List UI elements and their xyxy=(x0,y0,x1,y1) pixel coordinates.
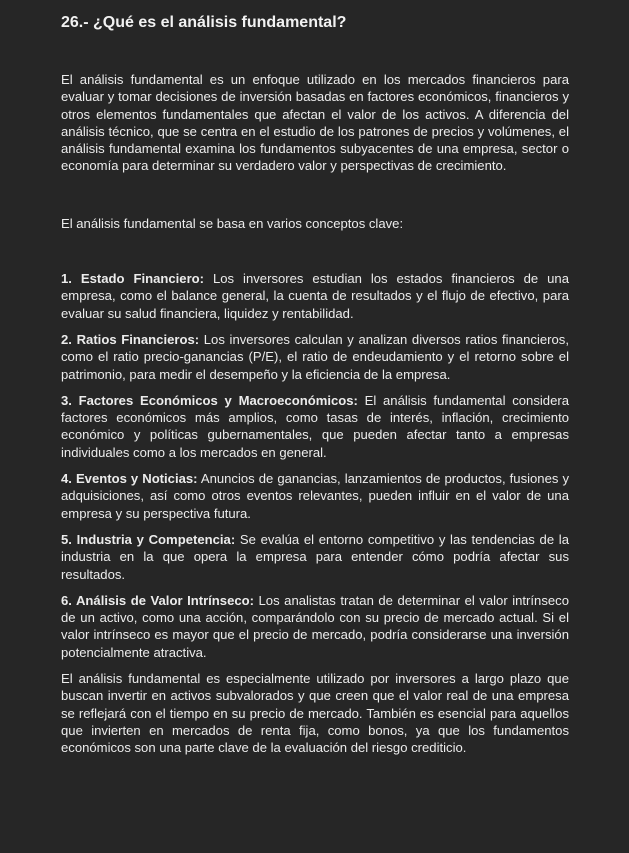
concept-text: Los analistas tratan de determinar el valor intrínseco de un activo, como una acción, comparándolo con su precio de mercado actual. Si el valor intrínseco es mayor que el precio de mercado, podría considerarse una inversión potencialmente atractiva. xyxy=(61,592,569,660)
concept-text: Los inversores estudian los estados financieros de una empresa, como el balance general, la cuenta de resultados y el flujo de efectivo, para evaluar su salud financiera, liquidez y rentabilidad. xyxy=(61,271,569,321)
concept-text: Los inversores calculan y analizan diversos ratios financieros, como el ratio precio-ganancias (P/E), el ratio de endeudamiento y el retorno sobre el patrimonio, para medir el desempeño y la eficiencia de la empresa. xyxy=(61,331,569,382)
concept-title: 4. Eventos y Noticias: xyxy=(61,471,198,487)
concept-title: 5. Industria y Competencia: xyxy=(61,531,236,547)
concept-item xyxy=(61,392,569,461)
concept-text: El análisis fundamental considera factores económicos más amplios, como tasas de interés, inflación, crecimiento económico y políticas gubernamentales, que pueden afectar tanto a empresas individuales como a los mercados en general. xyxy=(61,392,569,460)
concepts-intro-paragraph: El análisis fundamental se basa en varios conceptos clave: xyxy=(61,215,404,231)
concept-title: 3. Factores Económicos y Macroeconómicos: xyxy=(61,392,358,408)
concepts-list xyxy=(61,270,569,661)
closing-paragraph: El análisis fundamental es especialmente utilizado por inversores a largo plazo que buscan invertir en activos subvalorados y que creen que el valor real de una empresa se reflejará con el tiempo en su precio de mercado. También es esencial para aquellos que invierten en mercados de renta fija, como bonos, ya que los fundamentos económicos son una parte clave de la evaluación del riesgo crediticio. xyxy=(61,671,569,756)
concept-item xyxy=(61,470,569,522)
intro-paragraph: El análisis fundamental es un enfoque utilizado en los mercados financieros para evaluar y tomar decisiones de inversión basadas en factores económicos, financieros y otros elementos fundamentales que afectan el valor de los activos. A diferencia del análisis técnico, que se centra en el estudio de los patrones de precios y volúmenes, el análisis fundamental examina los fundamentos subyacentes de una empresa, sector o economía para determinar su verdadero valor y perspectivas de crecimiento. xyxy=(61,72,569,174)
concept-item xyxy=(61,331,569,383)
concept-title: 1. Estado Financiero: xyxy=(61,271,205,287)
concept-item xyxy=(61,592,569,661)
concept-title: 6. Análisis de Valor Intrínseco: xyxy=(61,592,254,608)
concept-text: Anuncios de ganancias, lanzamientos de productos, fusiones y adquisiciones, así como otros eventos relevantes, pueden influir en el valor de una empresa y su perspectiva futura. xyxy=(61,471,569,521)
concept-text: Se evalúa el entorno competitivo y las tendencias de la industria en la que opera la empresa para entender cómo podría afectar sus resultados. xyxy=(61,531,569,582)
page-title: 26.- ¿Qué es el análisis fundamental? xyxy=(61,14,347,31)
concept-item xyxy=(61,531,569,583)
concept-item xyxy=(61,270,569,322)
concept-title: 2. Ratios Financieros: xyxy=(61,331,200,347)
